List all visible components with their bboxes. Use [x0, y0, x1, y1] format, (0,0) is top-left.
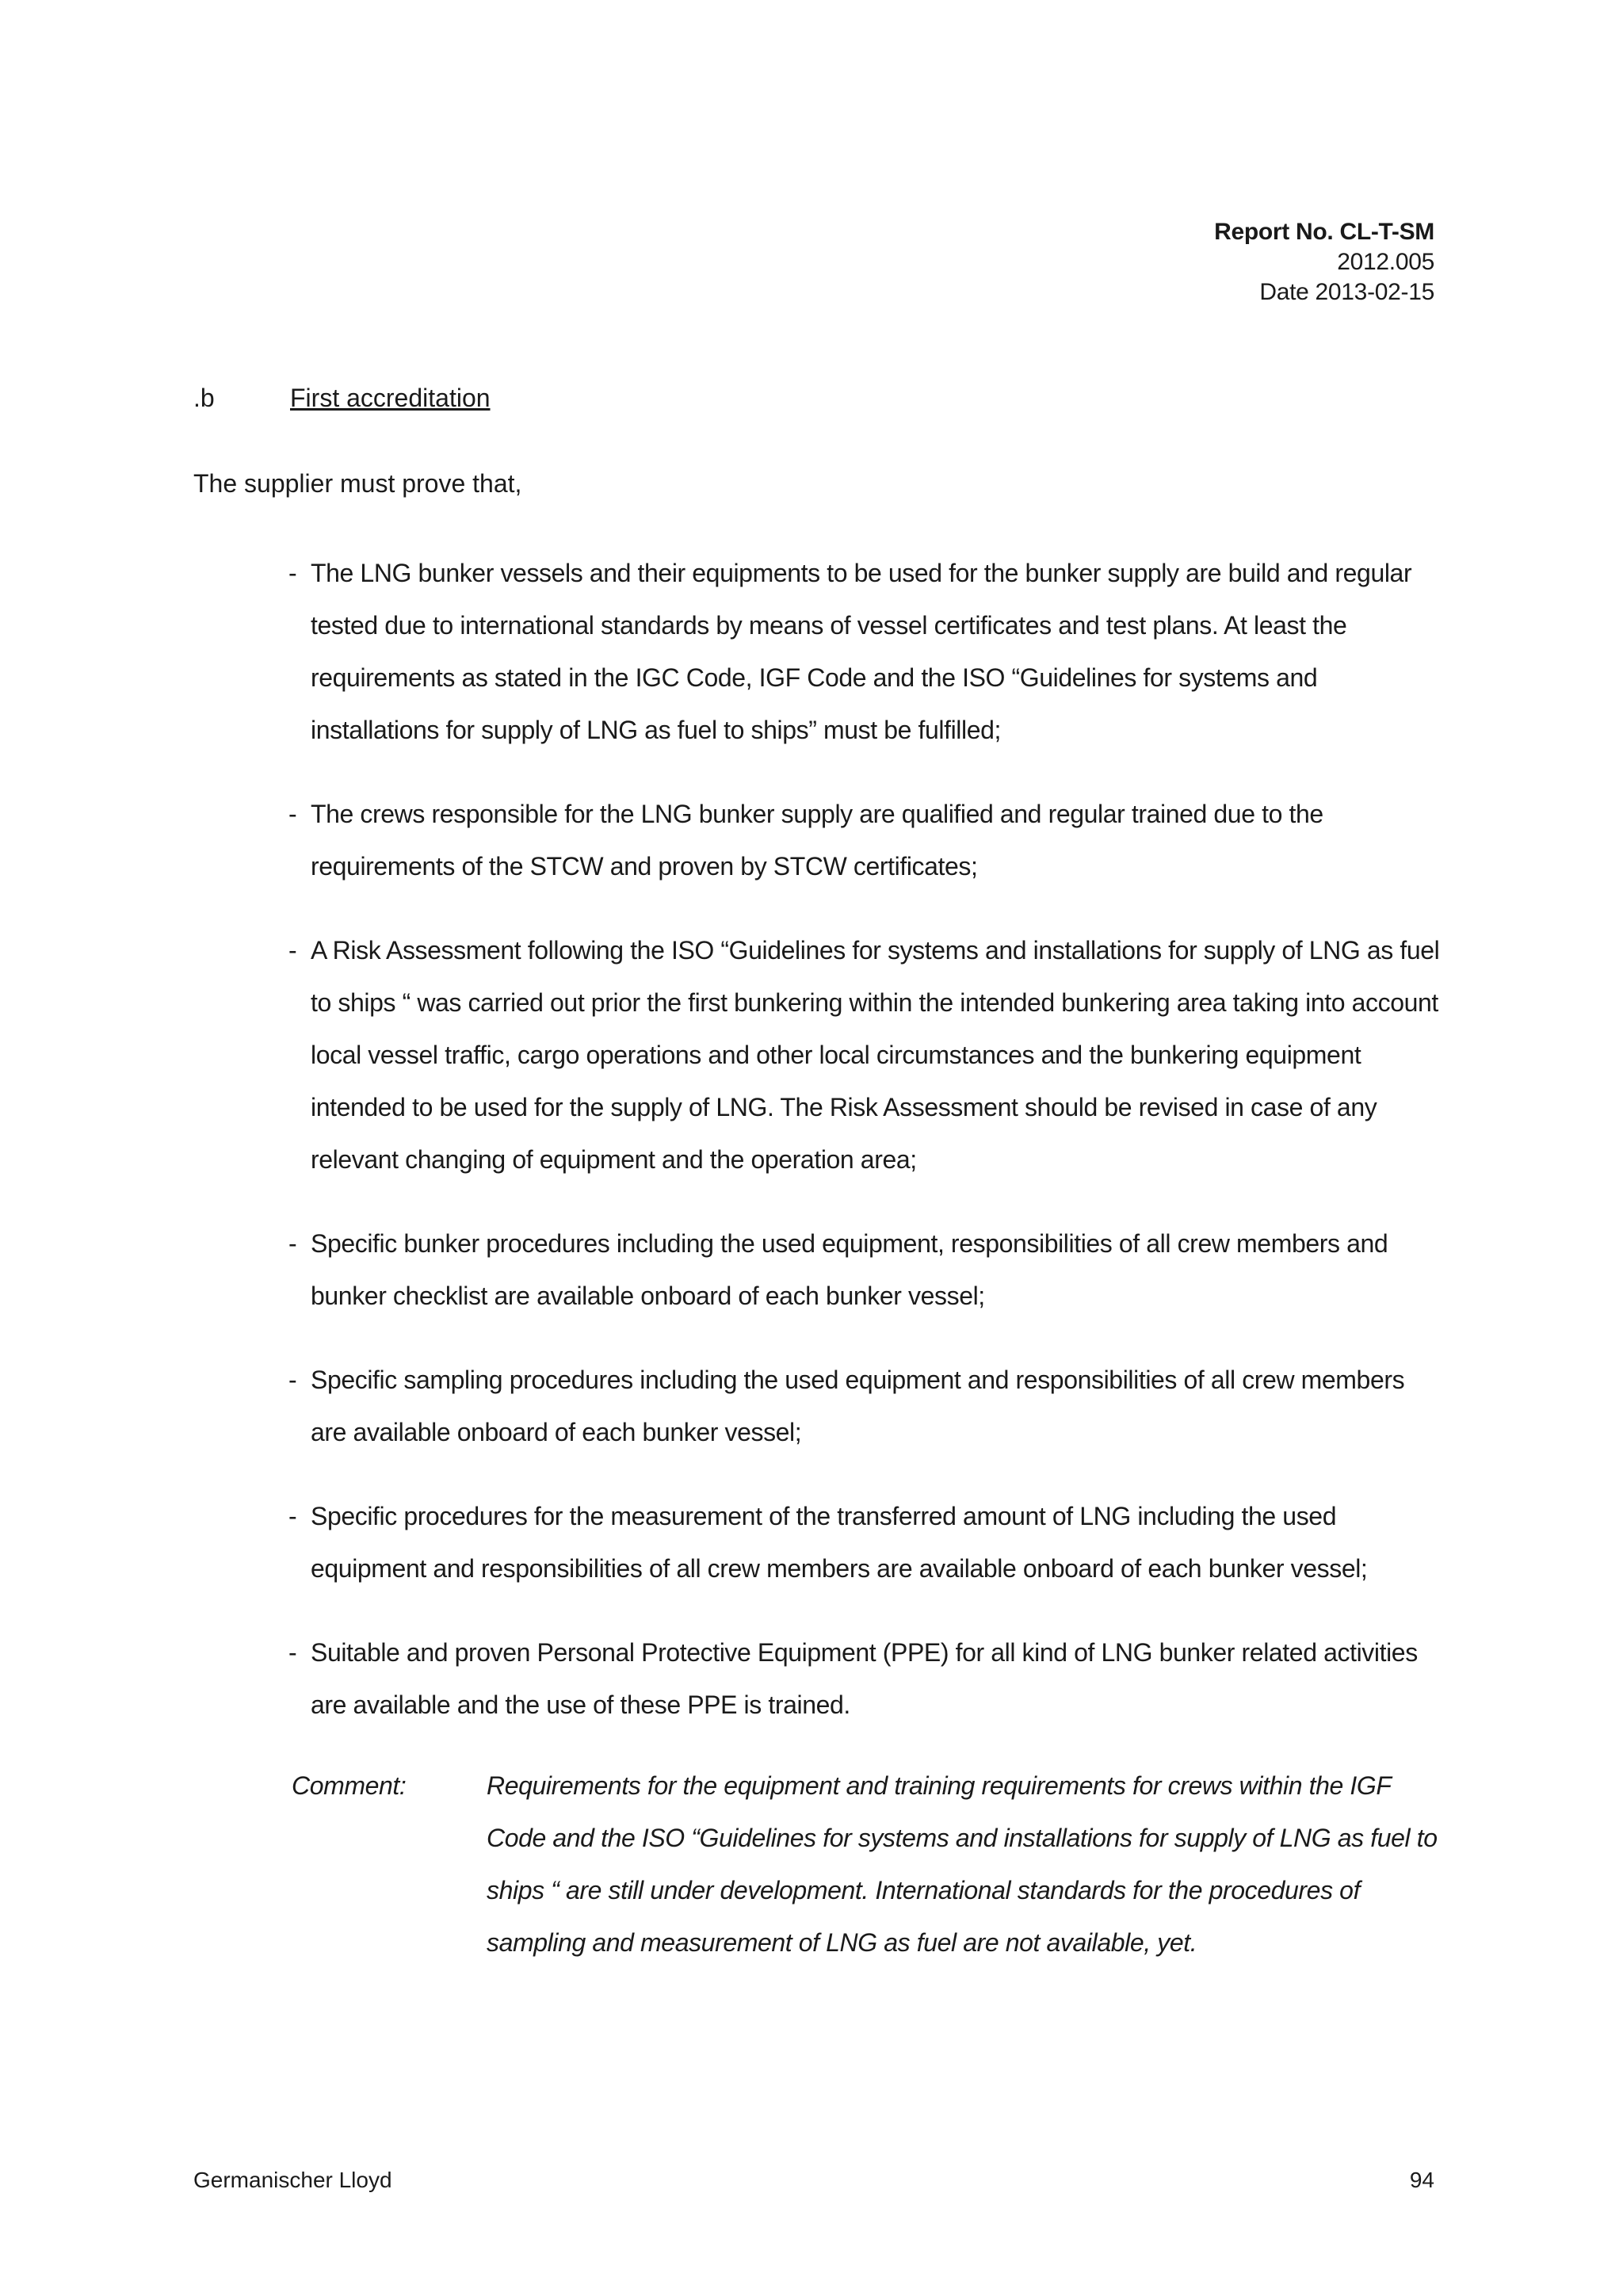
footer-organization: Germanischer Lloyd	[193, 2168, 392, 2192]
bullet-marker: -	[288, 559, 297, 587]
report-code: 2012.005	[1337, 249, 1434, 275]
list-item	[288, 924, 1445, 1186]
list-item	[288, 788, 1445, 892]
comment-text: Requirements for the equipment and training requirements for crews within the IGF Code and the ISO “Guidelines for systems and installations for supply of LNG as fuel to ships “ are still under development. International standards for the procedures of sampling and measurement of LNG as fuel are not available, yet.	[487, 1771, 1438, 1957]
intro-paragraph: The supplier must prove that,	[193, 469, 522, 498]
list-item-text: The crews responsible for the LNG bunker supply are qualified and regular trained due to the requirements of the STCW and proven by STCW certificates;	[311, 800, 1323, 881]
list-item	[288, 547, 1445, 756]
report-date: Date 2013-02-15	[1259, 279, 1434, 305]
report-number: Report No. CL-T-SM	[1214, 219, 1434, 245]
section-number: .b	[193, 384, 215, 412]
bullet-marker: -	[288, 800, 297, 828]
list-item	[288, 1626, 1445, 1731]
list-item-text: Suitable and proven Personal Protective Equipment (PPE) for all kind of LNG bunker related activities are available and the use of these PPE is trained.	[311, 1638, 1418, 1719]
report-header	[1214, 217, 1434, 308]
list-item-text: The LNG bunker vessels and their equipments to be used for the bunker supply are build and regular tested due to international standards by means of vessel certificates and test plans. At least the requirements as stated in the IGC Code, IGF Code and the ISO “Guidelines for systems and installations for supply of LNG as fuel to ships” must be fulfilled;	[311, 559, 1412, 744]
bullet-marker: -	[288, 1229, 297, 1258]
list-item	[288, 1490, 1445, 1595]
section-title: First accreditation	[290, 384, 491, 412]
requirements-list	[288, 547, 1445, 1763]
bullet-marker: -	[288, 1638, 297, 1667]
list-item-text: A Risk Assessment following the ISO “Guidelines for systems and installations for supply of LNG as fuel to ships “ was carried out prior the first bunkering within the intended bunkering area taking into account local vessel traffic, cargo operations and other local circumstances and the bunkering equipment intended to be used for the supply of LNG. The Risk Assessment should be revised in case of any relevant changing of equipment and the operation area;	[311, 936, 1440, 1174]
bullet-marker: -	[288, 1502, 297, 1530]
page-number: 94	[1409, 2168, 1434, 2192]
comment-block	[292, 1759, 1449, 1969]
comment-label: Comment:	[292, 1771, 407, 1800]
list-item-text: Specific sampling procedures including the used equipment and responsibilities of all crew members are available onboard of each bunker vessel;	[311, 1366, 1405, 1446]
bullet-marker: -	[288, 1366, 297, 1394]
section-heading	[193, 382, 491, 414]
bullet-marker: -	[288, 936, 297, 965]
list-item	[288, 1217, 1445, 1322]
list-item-text: Specific bunker procedures including the used equipment, responsibilities of all crew members and bunker checklist are available onboard of each bunker vessel;	[311, 1229, 1388, 1310]
list-item-text: Specific procedures for the measurement of the transferred amount of LNG including the used equipment and responsibilities of all crew members are available onboard of each bunker vessel;	[311, 1502, 1368, 1583]
list-item	[288, 1354, 1445, 1458]
